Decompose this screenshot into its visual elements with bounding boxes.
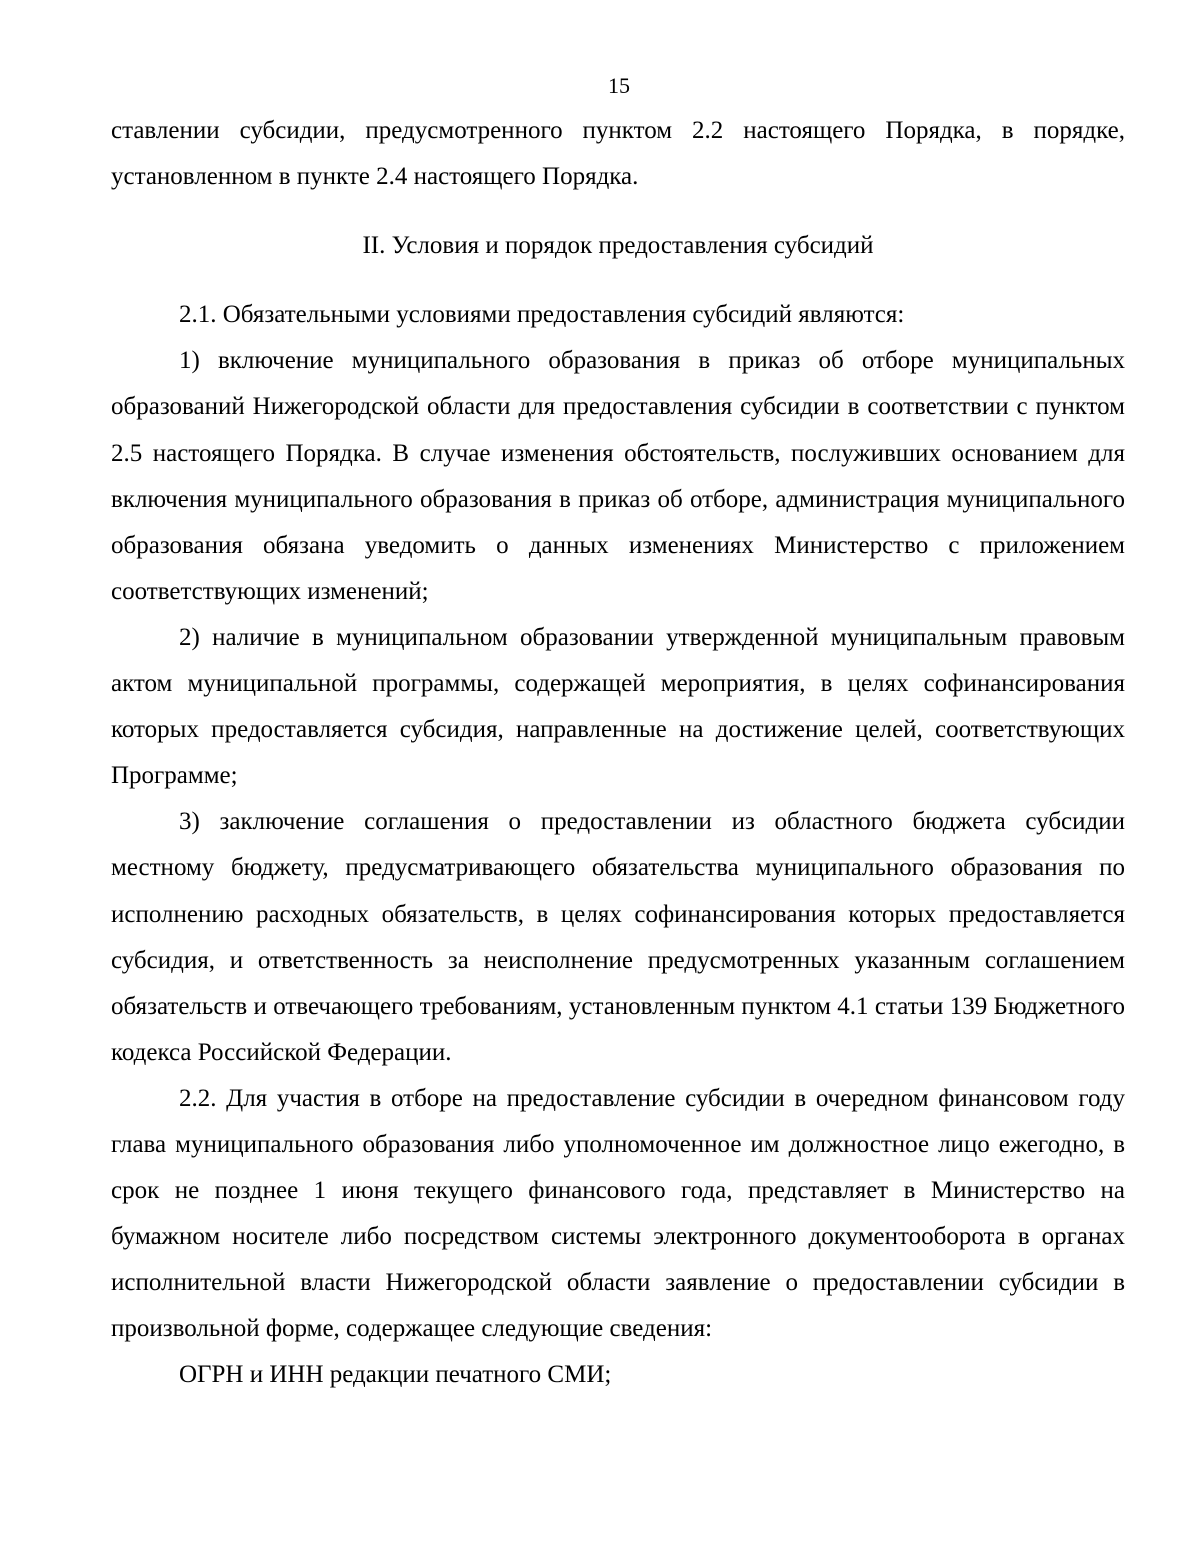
paragraph-2-2: 2.2. Для участия в отборе на предоставление субсидии в очередном финансовом году глава муниципального образования либо уполномоченное им должностное лицо ежегодно, в срок не позднее 1 июня текущего финансового года, представляет в Министерство на бумажном носителе либо посредством системы электронного документооборота в органах исполнительной власти Нижегородской области заявление о предоставлении субсидии в произвольной форме, содержащее следующие сведения: — [111, 1084, 1125, 1343]
paragraph-ogrn-inn: ОГРН и ИНН редакции печатного СМИ; — [179, 1361, 612, 1389]
intro-paragraph: ставлении субсидии, предусмотренного пунктом 2.2 настоящего Порядка, в порядке, установленном в пункте 2.4 настоящего Порядка. — [111, 117, 1125, 191]
paragraph-item-3: 3) заключение соглашения о предоставлении из областного бюджета субсидии местному бюджету, предусматривающего обязательства муниципального образования по исполнению расходных обязательств, в целях софинансирования которых предоставляется субсидия, и ответственность за неисполнение предусмотренных указанным соглашением обязательств и отвечающего требованиям, установленным пунктом 4.1 статьи 139 Бюджетного кодекса Российской Федерации. — [111, 808, 1125, 1066]
page-number: 15 — [608, 73, 630, 98]
document-body — [111, 108, 1125, 1399]
paragraph-2-1: 2.1. Обязательными условиями предоставления субсидий являются: — [179, 301, 905, 329]
paragraph-item-2: 2) наличие в муниципальном образовании утвержденной муниципальным правовым актом муниципальной программы, содержащей мероприятия, в целях софинансирования которых предоставляется субсидия, направленные на достижение целей, соответствующих Программе; — [111, 623, 1125, 790]
paragraph-item-1: 1) включение муниципального образования в приказ об отборе муниципальных образований Нижегородской области для предоставления субсидии в соответствии с пунктом 2.5 настоящего Порядка. В случае изменения обстоятельств, послуживших основанием для включения муниципального образования в приказ об отборе, администрация муниципального образования обязана уведомить о данных изменениях Министерство с приложением соответствующих изменений; — [111, 347, 1125, 605]
section-heading: II. Условия и порядок предоставления субсидий — [362, 232, 874, 260]
